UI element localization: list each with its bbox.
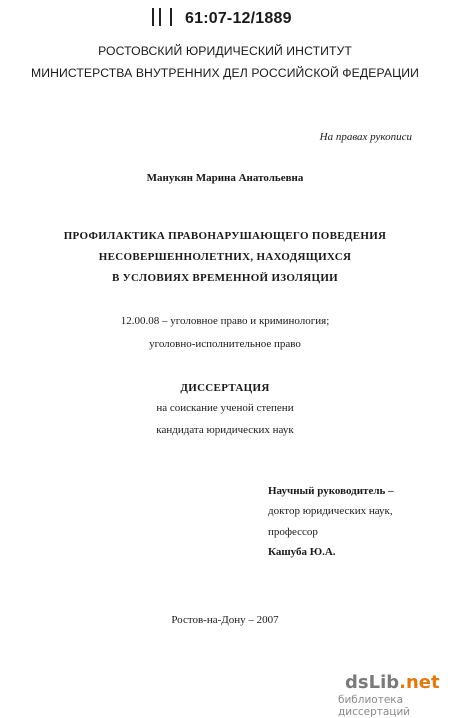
supervisor-degree: доктор юридических наук, (268, 505, 393, 517)
document-type: ДИССЕРТАЦИЯ (180, 382, 270, 394)
supervisor-label: Научный руководитель – (268, 485, 394, 497)
specialty-line-1: 12.00.08 – уголовное право и криминология; (120, 315, 330, 327)
institution-line-2: МИНИСТЕРСТВА ВНУТРЕННИХ ДЕЛ РОССИЙСКОЙ ФЕДЕРАЦИИ (31, 66, 419, 80)
institution-line-1: РОСТОВСКИЙ ЮРИДИЧЕСКИЙ ИНСТИТУТ (98, 44, 352, 58)
title-line-3: В УСЛОВИЯХ ВРЕМЕННОЙ ИЗОЛЯЦИИ (111, 272, 339, 284)
watermark-brand-left: dsLib (345, 672, 400, 693)
title-line-2: НЕСОВЕРШЕННОЛЕТНИХ, НАХОДЯЩИХСЯ (98, 251, 352, 263)
rights-note: На правах рукописи (319, 131, 412, 143)
degree-line-2: кандидата юридических наук (156, 424, 294, 436)
specialty-line-2: уголовно-исполнительное право (149, 338, 301, 350)
watermark-brand-right: .net (399, 672, 440, 693)
supervisor-rank: профессор (268, 526, 318, 538)
watermark-tagline: библиотека диссертаций (338, 694, 411, 718)
author-name: Манукян Марина Анатольевна (146, 172, 304, 184)
place-year: Ростов-на-Дону – 2007 (171, 614, 279, 626)
registry-mark (152, 8, 154, 26)
degree-line-1: на соискание ученой степени (156, 402, 294, 414)
supervisor-name: Кашуба Ю.А. (268, 546, 336, 558)
title-line-1: ПРОФИЛАКТИКА ПРАВОНАРУШАЮЩЕГО ПОВЕДЕНИЯ (63, 230, 387, 242)
registry-mark (159, 8, 161, 26)
registry-stamp: 61:07-12/1889 (185, 10, 292, 27)
watermark-logo[interactable] (345, 672, 440, 693)
registry-mark (170, 8, 172, 26)
